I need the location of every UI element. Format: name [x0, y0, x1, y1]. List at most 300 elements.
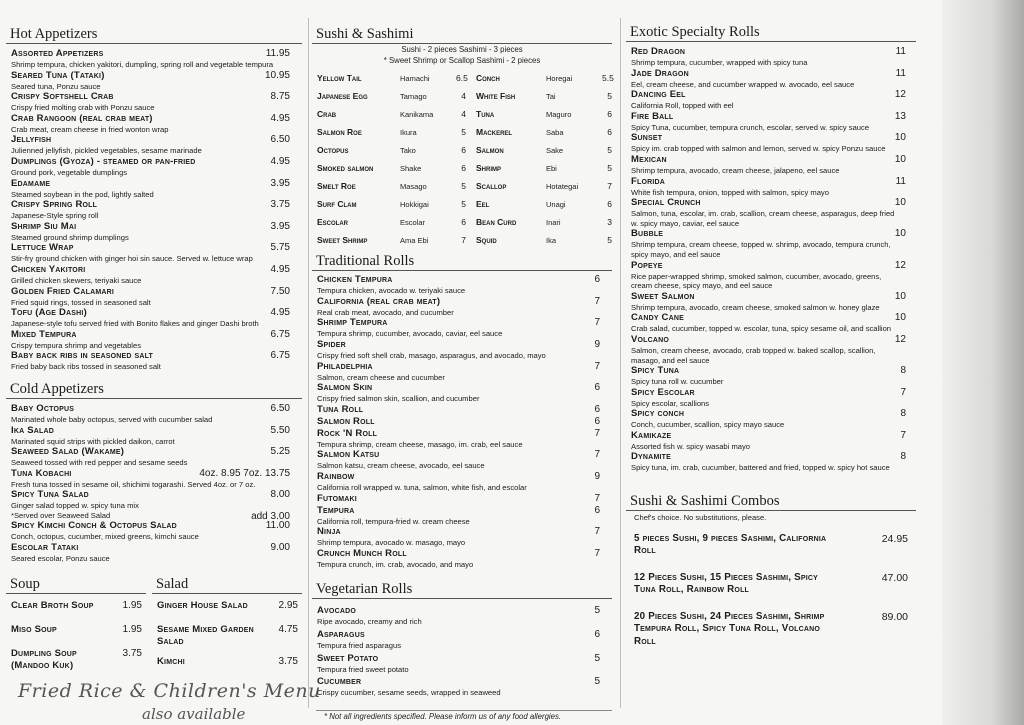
item-price: 10.95 [264, 69, 290, 81]
item-description: Rice paper-wrapped shrimp, smoked salmon, cucumber, avocado, greens, cream cheese, spicy mayo, and eel sauce [631, 271, 882, 291]
sushi-name: Mackerel [476, 127, 513, 138]
allergy-footnote: * Not all ingredients specified. Please inform us of any food allergies. [316, 710, 612, 721]
menu-item [6, 307, 302, 329]
sushi-japanese-name: Horegai [546, 73, 573, 83]
item-price: 6 [594, 628, 600, 640]
sushi-japanese-name: Escolar [400, 217, 426, 227]
sushi-name: Surf Clam [317, 199, 357, 210]
item-name: 20 Pieces Sushi, 24 Pieces Sashimi, Shrimp Tempura Roll, Spicy Tuna Roll, Volcano Roll [634, 610, 825, 647]
menu-item [312, 317, 612, 339]
menu-item [6, 489, 302, 511]
item-price: 7 [594, 547, 600, 559]
item-description: Tempura fried sweet potato [317, 664, 409, 674]
item-description: Spicy tuna roll w. cucumber [631, 377, 724, 387]
sushi-japanese-name: Ebi [546, 163, 557, 173]
sushi-name: Crab [317, 109, 337, 120]
menu-item [6, 329, 302, 351]
menu-item [626, 533, 916, 558]
sushi-name: Scallop [476, 181, 507, 192]
item-name: Rock 'N Roll [317, 427, 378, 439]
item-name: Spicy conch [631, 408, 685, 420]
salad-heading: Salad [152, 576, 302, 594]
menu-item [626, 68, 916, 90]
item-name: Popeye [631, 259, 663, 271]
sushi-japanese-name: Tai [546, 91, 556, 101]
item-price: 5.50 [270, 424, 290, 436]
item-price: 4.95 [270, 263, 290, 275]
sushi-japanese-name: Hokkigai [400, 199, 429, 209]
item-price: 3.95 [270, 220, 290, 232]
item-name: Spider [317, 338, 346, 350]
item-price: add 3.00 [251, 510, 290, 522]
item-price: 8 [900, 365, 906, 377]
menu-item [6, 286, 302, 308]
menu-item [312, 493, 612, 505]
sushi-price: 5 [607, 163, 612, 174]
menu-item [626, 451, 916, 473]
menu-item [312, 653, 612, 675]
item-price: 5 [594, 676, 600, 688]
item-name: Sunset [631, 132, 663, 144]
sushi-japanese-name: Tamago [400, 91, 427, 101]
item-name: Avocado [317, 605, 356, 617]
menu-item [6, 403, 302, 425]
item-price: 10 [894, 132, 906, 144]
item-name: Baby back ribs in seasoned salt [11, 350, 154, 362]
item-description: Stir-fry ground chicken with ginger hoi sin sauce. Served w. lettuce wrap [11, 254, 253, 264]
menu-item [312, 339, 612, 361]
sushi-japanese-name: Hamachi [400, 73, 430, 83]
item-description: Seared tuna, Ponzu sauce [11, 81, 101, 91]
menu-item [312, 296, 612, 318]
sushi-row [312, 231, 612, 249]
menu-item [312, 416, 612, 428]
item-price: 4.95 [270, 112, 290, 124]
soup-heading: Soup [6, 576, 146, 594]
item-name: Fire Ball [631, 110, 674, 122]
item-price: 12 [894, 259, 906, 271]
item-name: Dumpling Soup (Mandoo Kuk) [11, 648, 77, 671]
exotic-rolls-heading: Exotic Specialty Rolls [626, 24, 916, 42]
item-description: Steamed ground shrimp dumplings [11, 232, 129, 242]
hot-appetizers-heading: Hot Appetizers [6, 26, 302, 44]
item-name: Special Crunch [631, 197, 701, 209]
item-price: 7 [594, 526, 600, 538]
item-price: 11 [895, 67, 906, 79]
item-price: 11 [895, 46, 906, 57]
menu-item [312, 471, 612, 493]
item-name: Ika Salad [11, 424, 54, 436]
item-name: Shrimp Tempura [317, 317, 388, 329]
item-name: Chicken Tempura [317, 274, 393, 286]
sushi-price: 5 [461, 199, 466, 210]
item-description: Shrimp tempura, cream cheese, topped w. shrimp, avocado, tempura crunch, spicy mayo, and eel sauce [631, 240, 891, 259]
menu-item [312, 505, 612, 527]
sushi-row [312, 141, 612, 159]
combos-heading: Sushi & Sashimi Combos [626, 493, 916, 511]
item-price: 12 [894, 89, 906, 101]
item-description: Salmon, tuna, escolar, im. crab, scallion, cream cheese, asparagus, deep fried w. spicy mayo, caviar, eel sauce [631, 209, 895, 228]
item-description: Tempura chicken, avocado w. teriyaki sauce [317, 286, 466, 296]
item-description: Grilled chicken skewers, teriyaki sauce [11, 275, 142, 285]
item-name: Asparagus [317, 628, 365, 640]
sushi-japanese-name: Masago [400, 181, 427, 191]
item-description: Spicy Tuna, cucumber, tempura crunch, escolar, served w. spicy sauce [631, 122, 870, 132]
menu-item [312, 526, 612, 548]
item-description: California roll wrapped w. tuna, salmon, white fish, and escolar [317, 482, 527, 492]
sushi-price: 4 [461, 109, 466, 120]
handwritten-note-2: also available [142, 705, 246, 723]
cold-appetizers-heading: Cold Appetizers [6, 381, 302, 399]
menu-item [152, 624, 302, 656]
item-description: Tempura fried asparagus [317, 640, 401, 650]
item-description: Japanese-style tofu served fried with Bonito flakes and ginger Dashi broth [11, 319, 259, 329]
sushi-japanese-name: Unagi [546, 199, 566, 209]
item-price: 3.75 [278, 656, 298, 667]
item-price: 3.75 [122, 648, 142, 659]
menu-item [6, 624, 146, 648]
item-description: Tempura crunch, im. crab, avocado, and mayo [317, 559, 474, 569]
item-description: Fresh tuna tossed in sesame oil, shichimi togarashi. Served 4oz. or 7 oz. [11, 479, 256, 489]
item-price: 7.50 [270, 285, 290, 297]
item-price: 5.75 [270, 242, 290, 254]
column-middle [312, 0, 612, 725]
item-name: Golden Fried Calamari [11, 285, 115, 297]
item-description: Marinated squid strips with pickled daikon, carrot [11, 436, 175, 446]
menu-item [6, 648, 146, 678]
combos-list [626, 533, 916, 649]
item-price: 1.95 [122, 600, 142, 611]
sushi-name: Squid [476, 235, 497, 246]
menu-item [626, 89, 916, 111]
menu-item [626, 572, 916, 597]
sushi-price: 6 [461, 217, 466, 228]
menu-item [6, 520, 302, 542]
item-price: 8.00 [270, 489, 290, 501]
sushi-note: Sushi - 2 pieces Sashimi - 3 pieces [401, 45, 523, 54]
item-description: Shrimp tempura, avocado w. masago, mayo [317, 538, 466, 548]
menu-item [6, 199, 302, 221]
item-description: Fried squid rings, tossed in seasoned salt [11, 297, 151, 307]
item-name: Futomaki [317, 492, 357, 504]
item-name: Crispy Spring Roll [11, 199, 98, 211]
item-name: Sweet Potato [317, 652, 379, 664]
item-price: 6 [594, 274, 600, 286]
item-price: 11.00 [265, 520, 290, 532]
menu-item [626, 365, 916, 387]
item-name: Lettuce Wrap [11, 242, 74, 254]
item-price: 1.95 [122, 624, 142, 635]
item-name: 12 Pieces Sushi, 15 Pieces Sashimi, Spicy Tuna Roll, Rainbow Roll [634, 571, 819, 596]
vegetarian-rolls-heading: Vegetarian Rolls [312, 581, 612, 599]
sushi-name: Bean Curd [476, 217, 517, 228]
item-description: Conch, octopus, cucumber, mixed greens, kimchi sauce [11, 532, 199, 542]
item-name: Escolar Tataki [11, 542, 79, 554]
item-description: Ripe avocado, creamy and rich [317, 617, 422, 627]
item-price: 47.00 [881, 571, 908, 584]
menu-item [626, 312, 916, 334]
item-price: 24.95 [881, 532, 908, 545]
item-description: White fish tempura, onion, topped with salmon, spicy mayo [631, 187, 829, 197]
sushi-name: Tuna [476, 109, 495, 120]
item-description: Real crab meat, avocado, and cucumber [317, 307, 454, 317]
item-description: Tempura shrimp, cucumber, avocado, caviar, eel sauce [317, 329, 503, 339]
item-price: 6 [594, 504, 600, 516]
menu-item [6, 178, 302, 200]
item-name: Kimchi [157, 656, 185, 667]
item-price: 11.95 [265, 48, 290, 59]
sushi-name: Eel [476, 199, 490, 210]
sushi-name: Japanese Egg [317, 91, 368, 102]
item-description: Crispy fried salmon skin, scallion, and cucumber [317, 394, 480, 404]
menu-item [6, 446, 302, 468]
item-description: Spicy tuna, im. crab, cucumber, battered and fried, topped w. spicy hot sauce [631, 463, 890, 473]
item-name: California (real crab meat) [317, 295, 441, 307]
menu-item [6, 600, 146, 624]
item-name: Seaweed Salad (Wakame) [11, 446, 125, 458]
item-name: Shrimp Siu Mai [11, 220, 77, 232]
item-name: Mixed Tempura [11, 328, 77, 340]
item-description: California roll, tempura-fried w. cream cheese [317, 516, 470, 526]
item-name: 5 pieces Sushi, 9 pieces Sashimi, California Roll [634, 532, 827, 557]
menu-item [6, 70, 302, 92]
item-name: Rainbow [317, 470, 355, 482]
handwritten-note: Fried Rice & Children's Menu [18, 680, 321, 702]
sushi-sashimi-heading: Sushi & Sashimi [312, 26, 612, 44]
item-name: Assorted Appetizers [11, 48, 104, 59]
traditional-rolls-list [312, 274, 612, 569]
menu-item [312, 382, 612, 404]
item-price: 10 [894, 290, 906, 302]
item-description: California Roll, topped with eel [631, 101, 734, 111]
sushi-japanese-name: Hotategai [546, 181, 579, 191]
menu-item [312, 449, 612, 471]
menu-item [626, 197, 916, 228]
sushi-price: 5 [607, 235, 612, 246]
item-name: Clear Broth Soup [11, 600, 94, 611]
menu-item [312, 428, 612, 450]
soup-list [6, 600, 146, 678]
item-description: Julienned jellyfish, pickled vegetables, sesame marinade [11, 146, 202, 156]
item-price: 8 [900, 451, 906, 463]
item-price: 7 [594, 295, 600, 307]
item-description: Japanese-Style spring roll [11, 211, 99, 221]
combos-note: Chef's choice. No substitutions, please. [634, 513, 767, 523]
menu-item [152, 600, 302, 624]
item-description: Crab meat, cream cheese in fried wonton wrap [11, 124, 169, 134]
item-description: Conch, cucumber, scallion, spicy mayo sauce [631, 420, 785, 430]
item-price: 6.75 [270, 350, 290, 362]
item-name: Tuna Kobachi [11, 467, 72, 479]
item-price: 6 [594, 403, 600, 415]
item-name: Mexican [631, 153, 667, 165]
item-description: Fried baby back ribs tossed in seasoned salt [11, 362, 161, 372]
menu-item [626, 132, 916, 154]
item-description: Crispy fried soft shell crab, masago, asparagus, and avocado, mayo [317, 350, 546, 360]
column-right [626, 0, 916, 725]
item-price: 8 [900, 408, 906, 420]
item-name: Bubble [631, 228, 664, 240]
item-price: 7 [594, 449, 600, 461]
item-name: Seared Tuna (Tataki) [11, 69, 105, 81]
menu-item [6, 91, 302, 113]
menu-item [6, 264, 302, 286]
menu-item [6, 468, 302, 490]
item-name: Crunch Munch Roll [317, 547, 407, 559]
menu-item [6, 511, 302, 521]
item-price: 7 [900, 429, 906, 441]
item-price: 89.00 [881, 610, 908, 623]
item-description: Shrimp tempura, avocado, cream cheese, jalapeno, eel sauce [631, 165, 840, 175]
item-name: Ninja [317, 526, 341, 538]
menu-item [312, 629, 612, 651]
item-name: Kamikaze [631, 429, 672, 441]
menu-item [6, 221, 302, 243]
menu-item [312, 404, 612, 416]
item-price: 4.75 [278, 624, 298, 635]
item-description: Crispy fried molting crab with Ponzu sauce [11, 103, 155, 113]
item-price: 10 [894, 312, 906, 324]
sushi-name: Conch [476, 73, 500, 84]
sushi-price: 5 [607, 145, 612, 156]
item-description: Spicy escolar, scallions [631, 398, 710, 408]
item-description: Salmon, cream cheese and cucumber [317, 372, 445, 382]
item-name: Tempura [317, 504, 355, 516]
item-description: Crispy tempura shrimp and vegetables [11, 340, 141, 350]
item-name: Miso Soup [11, 624, 57, 635]
sushi-row [312, 69, 612, 87]
item-description: *Served over Seaweed Salad [11, 510, 111, 520]
sushi-price: 6 [461, 145, 466, 156]
exotic-rolls-list [626, 46, 916, 473]
column-divider [308, 18, 309, 708]
menu-item [6, 113, 302, 135]
item-price: 6 [594, 382, 600, 394]
item-description: Salmon, cream cheese, avocado, crab topped w. baked scallop, scallion, masago, and eel sauce [631, 345, 876, 365]
item-price: 7 [900, 386, 906, 398]
sushi-japanese-name: Tako [400, 145, 416, 155]
menu-item [6, 542, 302, 564]
sushi-price: 7 [607, 181, 612, 192]
sushi-name: Smelt Roe [317, 181, 356, 192]
menu-item [312, 361, 612, 383]
menu-item [6, 156, 302, 178]
item-name: Red Dragon [631, 46, 686, 57]
item-price: 3.95 [270, 177, 290, 189]
salad-list [152, 600, 302, 686]
item-price: 3.75 [270, 199, 290, 211]
item-price: 7 [594, 317, 600, 329]
sushi-row [312, 177, 612, 195]
item-price: 4.95 [270, 307, 290, 319]
item-description: Tempura shrimp, cream cheese, masago, im. crab, eel sauce [317, 439, 523, 449]
sushi-price: 5 [607, 91, 612, 102]
item-name: Crab Rangoon (real crab meat) [11, 112, 153, 124]
column-left [6, 0, 302, 725]
sushi-row [312, 159, 612, 177]
menu-item [6, 242, 302, 264]
item-name: Jade Dragon [631, 67, 689, 79]
sushi-grid [312, 69, 612, 249]
item-name: Edamame [11, 177, 51, 189]
item-price: 10 [894, 153, 906, 165]
sushi-japanese-name: Shake [400, 163, 422, 173]
item-description: Crab salad, cucumber, topped w. escolar, tuna, spicy sesame oil, and scallion [631, 324, 892, 334]
item-price: 7 [594, 492, 600, 504]
sushi-name: Salmon [476, 145, 504, 156]
sushi-name: Salmon Roe [317, 127, 362, 138]
item-name: Cucumber [317, 676, 362, 688]
menu-item [626, 46, 916, 68]
item-name: Salmon Katsu [317, 449, 380, 461]
sushi-price: 4 [461, 91, 466, 102]
item-name: Philadelphia [317, 360, 373, 372]
item-price: 12 [894, 333, 906, 345]
sushi-row [312, 87, 612, 105]
item-description: Marinated whole baby octopus, served with cucumber salad [11, 414, 213, 424]
menu-item [626, 260, 916, 291]
traditional-rolls-heading: Traditional Rolls [312, 253, 612, 271]
sushi-price: 5 [461, 127, 466, 138]
item-price: 2.95 [278, 600, 298, 611]
sushi-row [312, 213, 612, 231]
item-name: Spicy Tuna Salad [11, 489, 89, 501]
item-price: 5 [594, 605, 600, 617]
item-description: Crispy cucumber, sesame seeds, wrapped in seaweed [317, 688, 501, 698]
sushi-name: White Fish [476, 91, 516, 102]
item-price: 8.75 [270, 91, 290, 103]
sushi-japanese-name: Ama Ebi [400, 235, 429, 245]
sushi-price: 6 [461, 163, 466, 174]
item-description: Shrimp tempura, cucumber, wrapped with spicy tuna [631, 58, 808, 67]
menu-item [626, 408, 916, 430]
sushi-price: 6 [607, 199, 612, 210]
page-edge-shadow [942, 0, 1024, 725]
sushi-price: 5 [461, 181, 466, 192]
item-description: Ground pork, vegetable dumplings [11, 167, 128, 177]
sushi-name: Shrimp [476, 163, 502, 174]
item-name: Sweet Salmon [631, 290, 695, 302]
sushi-price: 5.5 [602, 73, 614, 84]
sushi-japanese-name: Inari [546, 217, 561, 227]
menu-item [6, 425, 302, 447]
item-name: Candy Cane [631, 312, 684, 324]
item-name: Salmon Skin [317, 382, 373, 394]
item-name: Spicy Escolar [631, 386, 695, 398]
item-price: 7 [594, 427, 600, 439]
menu-item [312, 548, 612, 570]
menu-item [312, 676, 612, 698]
item-name: Florida [631, 175, 666, 187]
item-price: 10 [894, 197, 906, 209]
sushi-name: Smoked salmon [317, 163, 374, 174]
item-price: 5.25 [270, 446, 290, 458]
item-price: 4.95 [270, 155, 290, 167]
sushi-price: 6.5 [456, 73, 468, 84]
menu-item [626, 228, 916, 259]
menu-item [6, 350, 302, 372]
sushi-japanese-name: Maguro [546, 109, 572, 119]
item-name: Tofu (Age Dashi) [11, 307, 87, 319]
item-description: Shrimp tempura, avocado, cream cheese, smoked salmon w. honey glaze [631, 302, 880, 312]
sashimi-note: * Sweet Shrimp or Scallop Sashimi - 2 pieces [383, 55, 541, 65]
sushi-row [312, 195, 612, 213]
sushi-japanese-name: Ika [546, 235, 557, 245]
column-divider [620, 18, 621, 708]
vegetarian-rolls-list [312, 605, 612, 697]
menu-item [626, 334, 916, 365]
item-name: Spicy Kimchi Conch & Octopus Salad [11, 520, 177, 532]
